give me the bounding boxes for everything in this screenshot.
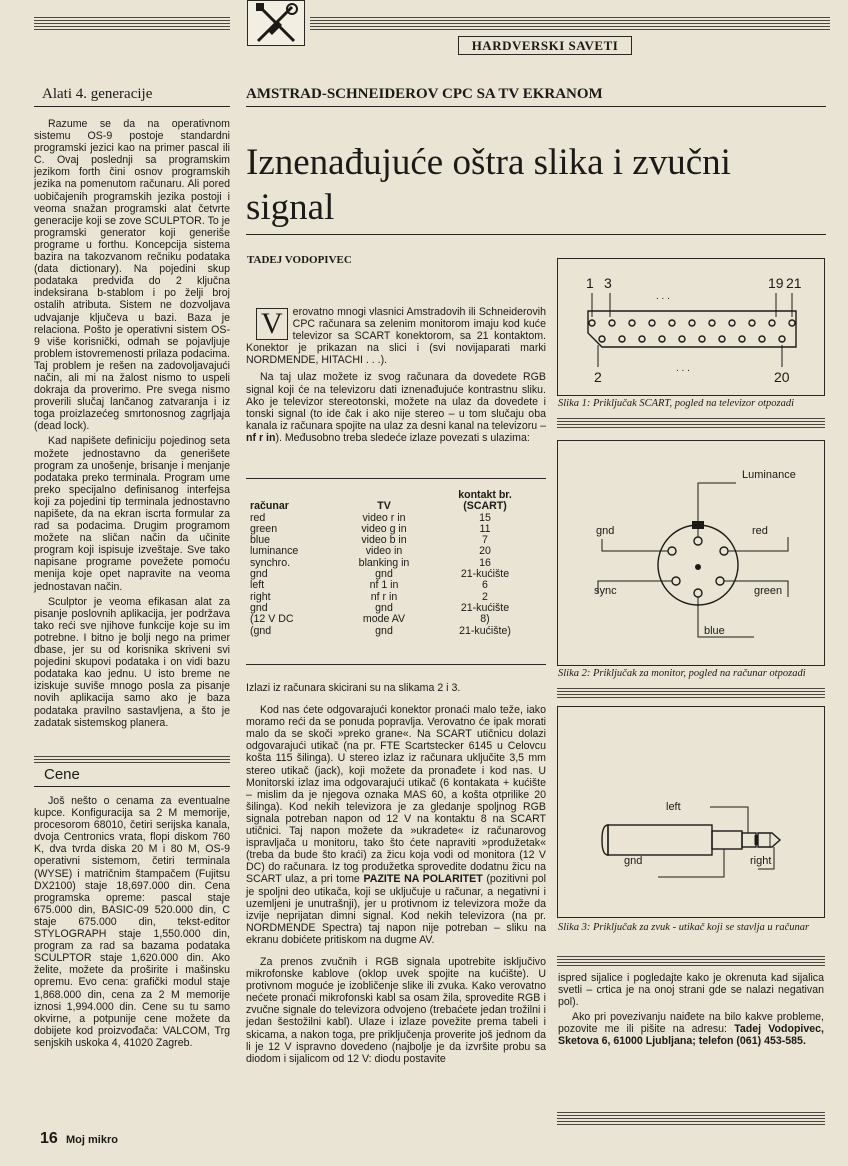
table-cell: blanking in — [358, 556, 410, 569]
left-column — [34, 118, 230, 732]
scart-pin — [639, 336, 645, 342]
table-cell: 8) — [480, 613, 490, 626]
scart-pin — [619, 336, 625, 342]
cene-hatch — [34, 756, 230, 764]
svg-text:. . .: . . . — [656, 291, 670, 302]
table-cell: (gnd — [250, 624, 272, 637]
scart-pin — [679, 336, 685, 342]
cene-rule — [34, 786, 230, 787]
table-cell: green — [250, 522, 278, 535]
paragraph: Kod nas ćete odgovarajući konektor pronaći malo teže, iako moramo reći da se ponuda popravlja. Verovatno će ipak morati malo da se skoči »preko grane«. Na SCART utičnicu dolazi odgovarajući utikač (na pr. FTE Scartstecker 6145 u Celovcu košta 115 šilinga). U stereo izlaz iz računara uključite 3,5 mm stereo utikač (jack), koji možete da pronađete i kod nas. U Monitorski izlaz ima odgovarajući utikač (6 kontakata + kućište – mislim da je njegova oznaka MAS 60, a košta otprilike 20 šilinga). Kod nekih televizora je za gledanje spoljnog RGB signala potreban napon od 12 V na kontaktu 8 na SCART utičnici. Taj napon možete da »ukradete« iz računarovog ispravljača u monitoru, tako što ćete napraviti »produžetak« (treba da bude što kraći) za žicu koja vodi od monitora (12 V DC) do računara. Iz tog produžetka sprovedite dodatnu žicu na SCART ulaz, a pri tome PAZITE NA POLARITET (pozitivni pol je spoljni deo utikača, koji se uključuje u računar, a negativni i uzemljeni je unutrašnji), jer u protivnom iz televizora može da izvije neprijatan dimni signal. Kod nekih televizora (na pr. NORDMENDE Spectra) taj napon nije potreban – sliku na ekranu dobićete pritiskom na dugme AV. — [246, 704, 546, 946]
figure-caption: Slika 1: Priključak SCART, pogled na televizor otpozadi — [558, 398, 795, 409]
table-row — [246, 626, 534, 637]
figure-caption: Slika 2: Priključak za monitor, pogled na računar otpozadi — [558, 668, 806, 679]
figure-audio-jack — [557, 706, 825, 918]
scart-pin — [599, 336, 605, 342]
cene-paragraph: Još nešto o cenama za eventualne kupce. Konfiguracija sa 2 M memorije, procesorom 68010, četiri serijska kanala, dvoja Centronics vrata, flopi diskom 760 K, dva tvrda diska 20 M i 80 M, OS-9 operativni sistemom, četiri terminala (WYSE) i matričnim štampačem (Fujitsu DX2100) staje 18,697.000 din. Cena programska opreme: pascal staje 675.000 din, BASIC-09 520.000 din, C staje 675.000 din, tekst-editor STYLOGRAPH staje 1,550.000 din, program za rad sa bazama podataka SCULPTOR staje 1,620.000 din. Ako želite, možete da proširite i mašinsku opremu. Evo cena: grafički modul staje 1,868.000 din, cena za 2 M memorije iznosi 1,994.000 din. Cene su tu samo okvirne, a potpunije cene možete da dobijete kod proizvođača: VALCOM, Trg senjskih uskoka 4, 41020 Zagreb. — [34, 795, 230, 1049]
scart-pin — [759, 336, 765, 342]
tools-icon — [247, 0, 305, 46]
author: TADEJ VODOPIVEC — [247, 254, 352, 266]
figure-scart — [557, 258, 825, 396]
fig-hatch — [557, 956, 825, 966]
left-paragraph: Sculptor je veoma efikasan alat za pisanje poslovnih aplikacija, jer podržava tako reći sve njihove funkcije koje su im potrebne. I bitno je bolji nego na primer dbase, jer su od korisnika skriveni svi pojedini skupovi podataka i on vidi bazu podataka kao jednu. U isto breme ne iziskuje suviše mnogo posla za pisanje novih aplikacija samo ako je baza podataka pravilno sastavljena, a što je zadatak sistemskog planera. — [34, 595, 230, 729]
scart-pin — [789, 320, 795, 326]
bottom-hatch — [557, 1112, 825, 1126]
table-cell: gnd — [250, 568, 268, 581]
table-cell: gnd — [375, 624, 393, 637]
dropcap: V — [256, 308, 288, 340]
table-cell: 6 — [482, 579, 488, 592]
left-title-rule — [34, 106, 230, 107]
scart-pin — [709, 320, 715, 326]
scart-pin — [689, 320, 695, 326]
top-hatch-left — [34, 17, 230, 31]
table-cell: nf r in — [370, 590, 398, 603]
signal-table-wrap — [246, 490, 546, 637]
fig-hatch — [557, 418, 825, 428]
jack-label: left — [666, 801, 681, 813]
left-paragraph: Kad napišete definiciju pojedinog seta možete jednostavno da generišete program za unošenje, brisanje i menjanje podataka preko terminala. Program ume preko specijalno definisanog interfejsa koji za pojedini tip terminala jednostavno napišete, da na ekran iscrta formular za rad sa podacima. Drugim programom možete na sličan način da učinite program koji ispisuje izveštaje. Sve tako napisane programe povežete pomoću menija koje opet napravite na veoma jednostavan način. — [34, 435, 230, 593]
table-cell: luminance — [250, 545, 299, 558]
scart-pin — [719, 336, 725, 342]
table-cell: nf 1 in — [369, 579, 399, 592]
table-cell: blue — [250, 534, 271, 547]
jack-label: gnd — [624, 855, 643, 867]
din-label: green — [754, 585, 783, 597]
figure-caption: Slika 3: Priključak za zvuk - utikač koji se stavlja u računar — [558, 922, 810, 933]
table-cell: gnd — [375, 568, 393, 581]
left-section-title: Alati 4. generacije — [42, 86, 153, 102]
table-bottom-rule — [246, 664, 546, 665]
pin-label: 19 — [768, 275, 784, 291]
scart-pin — [669, 320, 675, 326]
left-title — [42, 86, 232, 103]
din-label: red — [752, 525, 768, 537]
table-cell: video b in — [361, 534, 407, 547]
table-cell: 2 — [482, 590, 488, 603]
article-kicker: AMSTRAD-SCHNEIDEROV CPC SA TV EKRANOM — [246, 86, 603, 102]
din-label: gnd — [596, 525, 615, 537]
cene-title: Cene — [44, 766, 80, 783]
right-column-text — [558, 972, 824, 1051]
kicker-rule — [246, 106, 826, 107]
table-header: računar — [250, 500, 289, 513]
scart-pin — [609, 320, 615, 326]
pin-label: 2 — [594, 369, 602, 385]
table-cell: (12 V DC — [250, 613, 294, 626]
table-cell: red — [250, 511, 266, 524]
table-cell: 20 — [479, 545, 491, 558]
table-cell: 21-kućište — [460, 568, 510, 581]
paragraph: Ako pri povezivanju naiđete na bilo kakve probleme, pozovite me ili pišite na adresu: Tadej Vodopivec, Sketova 6, 61000 Ljubljana; telefon (061) 453-585. — [558, 1011, 824, 1048]
scart-pin — [769, 320, 775, 326]
scart-pin — [779, 336, 785, 342]
headline: Iznenađujuće oštra slika i zvučni signal — [246, 142, 731, 228]
table-cell: mode AV — [362, 613, 406, 626]
intro-paragraph: V erovatno mnogi vlasnici Amstradovih ili Schneiderovih CPC računara sa zelenim monitorom imaju kod kuće televizor sa SCART konektorom, sa 21 kontaktom. Konektor je prikazan na slici i (svi novijaparati marki NORDMENDE, HITACHI . . .). — [246, 306, 546, 367]
headline-rule — [246, 234, 826, 235]
figure-monitor — [557, 440, 825, 666]
scart-pin — [739, 336, 745, 342]
article-column — [246, 306, 546, 447]
scart-pin — [659, 336, 665, 342]
top-hatch-right — [310, 17, 830, 31]
cene-column — [34, 795, 230, 1052]
table-header: TV — [377, 500, 391, 513]
scart-pin — [749, 320, 755, 326]
paragraph: Izlazi iz računara skicirani su na slikama 2 i 3. — [246, 682, 461, 694]
table-cell: right — [250, 590, 271, 603]
jack-label: right — [750, 855, 772, 867]
table-cell: video r in — [362, 511, 406, 524]
table-cell: 16 — [479, 556, 491, 569]
din-label: Luminance — [742, 469, 796, 481]
table-cell: 11 — [479, 522, 491, 535]
pin-label: 20 — [774, 369, 790, 385]
table-header: kontakt br. (SCART) — [458, 489, 512, 513]
table-cell: video g in — [361, 522, 407, 535]
table-top-rule — [246, 478, 546, 479]
din-label: sync — [594, 585, 617, 597]
table-cell: 21-kućište — [460, 601, 510, 614]
pin-label: 3 — [604, 275, 612, 291]
table-cell: left — [250, 579, 265, 592]
table-row — [246, 614, 534, 625]
pin-label: 21 — [786, 275, 802, 291]
scart-pin — [649, 320, 655, 326]
signal-table — [246, 490, 534, 637]
cene-title-wrap — [44, 766, 80, 783]
scart-pin — [699, 336, 705, 342]
magazine-name: Moj mikro — [66, 1134, 118, 1146]
paragraph: ispred sijalice i pogledajte kako je okrenuta kad sijalica svetli – crtica je na onoj strani gde se nalazi negativan pol). — [558, 972, 824, 1009]
table-cell: 15 — [479, 511, 491, 524]
scart-pin — [589, 320, 595, 326]
pin-label: 1 — [586, 275, 594, 291]
jack-diagram — [558, 707, 824, 917]
din-label: blue — [704, 625, 725, 637]
paragraph: Za prenos zvučnih i RGB signala upotrebite isključivo mikrofonske kablove (oklop uvek spojite na kućište). U protivnom moguće je izobličenje slike ili zvuka. Kako verovatno nećete pronaći mikrofonski kabl sa osam žila, sprovedite RGB i zvučne signale do televizora odvojeno (trebaćete jedan trožilni i jedan šestožilni kabl). Ulaze i izlaze povežite prema tabeli i skicama, a nakon toga, pre priključenja proverite još jednom da li je 12 V ispravno dovedeno (najbolje je da izvršite probu sa diodom i sijalicom od 12 V: diodu postavite — [246, 955, 546, 1065]
table-cell: 21-kućište) — [459, 624, 511, 637]
fig-hatch — [557, 688, 825, 698]
table-cell: gnd — [250, 601, 268, 614]
section-label: HARDVERSKI SAVETI — [458, 36, 632, 55]
paragraph: Na taj ulaz možete iz svog računara da dovedete RGB signal koji će na televizoru dati iznenađujuće kontrastnu sliku. Ako je televizor stereotonski, možete na ulaz da dovedete i tonski signal (to ide čak i ako nije stereo – u tom slučaju oba kanala iz računara spojite na ulaz za desni kanal na televizoru – nf r in). Međusobno treba sledeće izlaze povezati s ulazima: — [246, 371, 546, 444]
svg-text:. . .: . . . — [676, 363, 690, 374]
left-paragraph: Razume se da na operativnom sistemu OS-9 postoje standardni programski jezici kao na primer pascal ili C. Ovaj poslednji sa programskim jezikom forth čini osnov programskih jezika na pomenutom računaru. Ali pored uobičajenih programskih jezika postoji i veoma snažan programski alat četvrte generacije koji se zove SCULPTOR. To je programski generator koji generiše programe u forthu. Koncepcija sistema bazira na takozvanom rečniku podataka (data dictionary). Na pojedini skup podataka predviđa do 2 ključna indeksirana b-stablom i po želji broj ostalih atributa. Sistem ne dozvoljava udvajanje ključeva u bazi. Baza je relaciona. Pošto je operativni sistem OS-9 više korisnički, odmah se pojavljuje problem istovremenosti prilaza podacima. Taj problem je rešen na zadovoljavajući način, ali mi na žalost nismo to uspeli dokraja da proverimo. Pre svega nismo proverili slučaj lančanog zatvaranja i iz toga proizlazećeg smrtonosnog zagrljaja (dead lock). — [34, 118, 230, 433]
table-cell: synchro. — [250, 556, 291, 569]
scart-pin — [629, 320, 635, 326]
article-column-2 — [246, 682, 546, 1068]
scart-pin — [729, 320, 735, 326]
table-row — [246, 580, 534, 591]
table-cell: video in — [365, 545, 403, 558]
table-cell: gnd — [375, 601, 393, 614]
page-number: 16 — [40, 1130, 58, 1147]
table-cell: 7 — [482, 534, 488, 547]
